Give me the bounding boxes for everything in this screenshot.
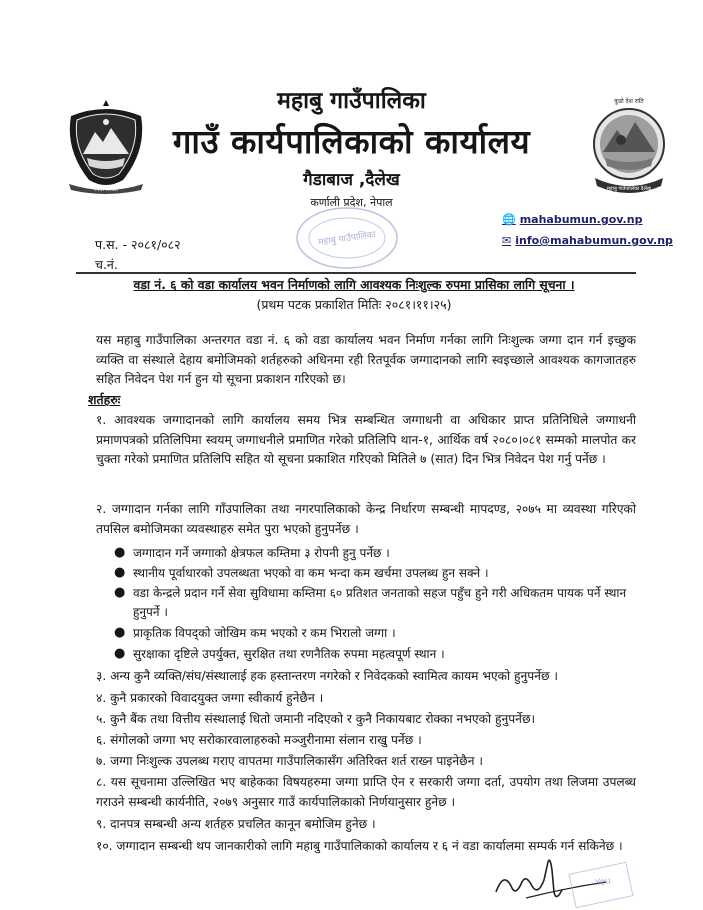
bullet-item: ● जग्गादान गर्ने जग्गाको क्षेत्रफल कम्तिमा ३ रोपनी हुनु पर्नेछ । [114, 545, 390, 560]
office-title: गाउँ कार्यपालिकाको कार्यालय [172, 122, 531, 161]
condition-9: ९. दानपत्र सम्बन्धी अन्य शर्तहरु प्रचलित कानून बमोजिम हुनेछ । [96, 817, 376, 831]
notice-heading: वडा नं. ६ को वडा कार्यालय भवन निर्माणको लागि आवश्यक निःशुल्क रुपमा प्रासिका लागि सूचना । [133, 278, 575, 292]
bullet-icon: ● [114, 545, 126, 560]
website-text: mahabumun.gov.np [519, 213, 643, 226]
condition-4: ४. कुनै प्रकारको विवादयुक्त जग्गा स्वीकार्य हुनेछैन । [96, 691, 324, 705]
bullet-item: ● वडा केन्द्रले प्रदान गर्ने सेवा सुविधामा कम्तिमा ६० प्रतिशत जनताको सहज पहुँच हुने गरी अधिकतम पायक पर्ने स्थान हुनुपर्ने । [114, 585, 627, 619]
logo-bottom-text: महाबु गाउँपालिका दैलेख [607, 186, 651, 192]
intro-paragraph: यस महाबु गाउँपालिका अन्तरगत वडा नं. ६ को वडा कार्यालय भवन निर्माण गर्नका लागि निःशुल्क जग्गा दान गर्न इच्छुक व्यक्ति वा संस्थाले देहाय बमोजिमको शर्तहरुको अधिनमा रही रितपूर्वक जग्गादानको लागि स्वइच्छाले आवश्यक कागजातहरु सहित निवेदन पेश गर्न हुन यो सूचना प्रकाशन गरिएको छ। [96, 333, 636, 386]
reference-number: प.स. - २०८१/०८२ [95, 237, 181, 252]
condition-10: १०. जग्गादान सम्बन्धी थप जानकारीको लागि महाबु गाउँपालिकाको कार्यालय र ६ नं वडा कार्यालमा सम्पर्क गर्न सकिनेछ । [96, 839, 623, 853]
logo-top-text: कुडो देश राति [614, 98, 644, 105]
conditions-title: शर्तहरुः [88, 392, 121, 407]
stamp-text: महाबु गाउँपालिका [317, 230, 377, 248]
publication-date: (प्रथम पटक प्रकाशित मितिः २०८१।११।२५) [256, 297, 452, 312]
bullet-item: ● प्राकृतिक विपद्को जोखिम कम भएको र कम भिरालो जग्गा । [114, 625, 396, 640]
divider-line [76, 272, 636, 274]
bullet-icon: ● [114, 585, 126, 600]
bullet-icon: ● [114, 625, 126, 640]
bullet-icon: ● [114, 565, 126, 580]
bullet-icon: ● [114, 646, 126, 661]
bullet-item: ● स्थानीय पूर्वाधारको उपलब्धता भएको वा कम भन्दा कम खर्चमा उपलब्ध हुन सक्ने । [114, 565, 489, 580]
bullet-item: ● सुरक्षाका दृष्टिले उपर्युक्त, सुरक्षित तथा रणनैतिक रुपमा महत्वपूर्ण स्थान । [114, 646, 445, 661]
dispatch-number: च.नं. [95, 257, 118, 272]
condition-2: २. जग्गादान गर्नका लागि गाँउपालिका तथा नगरपालिकाको केन्द्र निर्धारण सम्बन्धी मापदण्ड, २०७५ मा व्यवस्था गरिएको तपसिल बमोजिमका व्यवस्थाहरु समेत पुरा भएको हुनुपर्नेछ । [96, 502, 636, 536]
condition-1: १. आवश्यक जग्गादानको लागि कार्यालय समय भित्र सम्बन्धित जग्गाधनी वा अधिकार प्राप्त प्रतिनिधिले जग्गाधनी प्रमाणपत्रको प्रतिलिपिमा स्वयम् जग्गाधनीले प्रमाणित गरेको प्रतिलिपि थान-१, आर्थिक वर्ष २०८०।०८१ सम्मको मालपोत कर चुक्ता गरेको प्रमाणित प्रतिलिपि सहित यो सूचना प्रकाशित गरिएको मितिले ७ (सात) दिन भित्र निवेदन पेश गर्नु पर्नेछ । [96, 413, 636, 466]
globe-icon: 🌐 [502, 213, 516, 226]
condition-7: ७. जग्गा निःशुल्क उपलब्ध गराए वापतमा गाउँपालिकासँग अतिरिक्त शर्त राख्न पाइनेछैन । [96, 754, 483, 768]
condition-6: ६. संगोलको जग्गा भए सरोकारवालाहरुको मञ्जुरीनामा संलान राखु पर्नेछ । [96, 733, 422, 747]
condition-8: ८. यस सूचनामा उल्लिखित भए बाहेकका विषयहरुमा जग्गा प्राप्ति ऐन र सरकारी जग्गा दर्ता, उपयोग तथा लिजमा उपलब्ध गराउने सम्बन्धी कार्यनीति, २०७९ अनुसार गाउँ कार्यपालिकाको निर्णयानुसार हुनेछ । [96, 775, 636, 809]
office-stamp [292, 203, 402, 273]
email-text: info@mahabumun.gov.np [515, 234, 673, 247]
province-name: कर्णाली प्रदेश, नेपाल [310, 196, 393, 209]
email-link[interactable] [502, 234, 673, 247]
condition-5: ५. कुनै बैंक तथा वित्तीय संस्थालाई धितो जमानी नदिएको र कुनै निकायबाट रोक्का नभएको हुनुपर्नेछ। [96, 712, 536, 726]
svg-text:नेपाल सरकार: नेपाल सरकार [93, 187, 119, 193]
envelope-icon: ✉ [502, 234, 512, 247]
condition-3: ३. अन्य कुनै व्यक्ति/संघ/संस्थालाई हक हस्तान्तरण नगरेको र निवेदकको स्वामित्व कायम भएको हुनुपर्नेछ । [96, 669, 558, 683]
website-link[interactable] [502, 213, 642, 226]
signature [486, 852, 636, 910]
signature-text: Yeu [594, 875, 612, 889]
municipality-name: महाबु गाउँपालिका [277, 88, 426, 114]
office-location: गैडाबाज ,दैलेख [303, 170, 400, 190]
